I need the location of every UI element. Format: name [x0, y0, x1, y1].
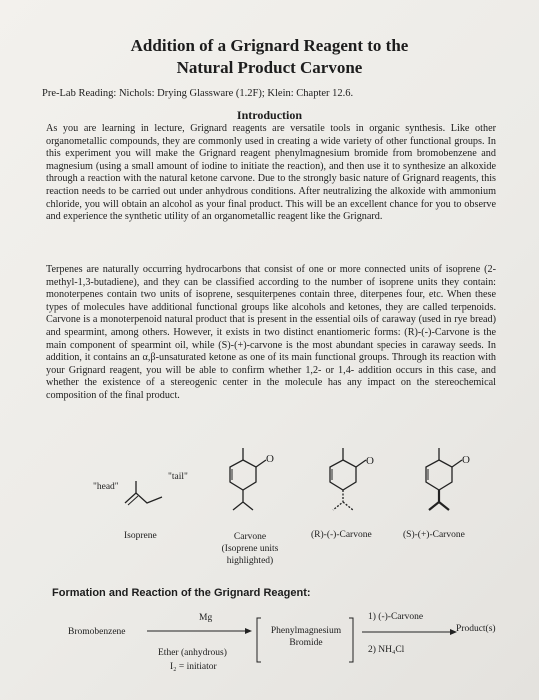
r-carvone-oxygen-label: O [366, 455, 374, 467]
intro-paragraph-2: Terpenes are naturally occurring hydrocarbons that consist of one or more connected units of isoprene (2-methyl-1,3-butadiene), and they can be classified according to the number of isoprene units they contain: monoterpenes contain two units of isoprene, sesquiterpenes contain three, diterpenes four, etc. When these types of molecules have additional functional groups like alcohols and ketones, they are called terpenoids. Carvone is a monoterpenoid natural product that is present in the essential oils of caraway (used in rye bread) and spearmint, among others. However, it exists in two distinct enantiomeric forms: (R)-(-)-Carvone is the main component of spearmint oil, while (S)-(+)-carvone is the most abundant species in caraway seeds. In addition, it contains an α,β-unsaturated ketone as one of its main functional groups. Through its reaction with your Grignard reagent, you will be able to confirm whether 1,2- or 1,4- addition occurs in this case, and whether the existence of a stereogenic center in the molecule has any impact on the stereochemical composition of the final product. [46, 264, 496, 401]
product-label: Product(s) [456, 624, 496, 634]
carvone-structure [218, 440, 278, 520]
carvone-caption-line-1: Carvone [233, 532, 267, 542]
document-title-line-1: Addition of a Grignard Reagent to the [130, 36, 409, 55]
reactant-label: Bromobenzene [68, 627, 126, 637]
carvone-caption [200, 531, 300, 567]
reagent-ether-label: Ether (anhydrous) [158, 648, 227, 658]
intermediate-label [258, 625, 354, 649]
r-carvone-structure [318, 440, 378, 520]
introduction-heading: Introduction [236, 108, 303, 122]
intermediate-line-2: Bromide [289, 638, 323, 648]
carvone-caption-line-2: (Isoprene units [221, 544, 279, 554]
reaction-arrow-1 [145, 625, 255, 637]
s-carvone-structure [414, 440, 474, 520]
intermediate-line-1: Phenylmagnesium [270, 626, 342, 636]
reagent-mg-label: Mg [199, 613, 213, 623]
r-carvone-caption: (R)-(-)-Carvone [311, 530, 372, 540]
intro-paragraph-1: As you are learning in lecture, Grignard reagents are versatile tools in organic synthesis. Like other organometallic compounds, they are commonly used in creating a wide variety of other functional groups. In this experiment you will make the Grignard reagent phenylmagnesium bromide from bromobenzene and magnesium (using a small amount of iodine to initiate the reaction), and then use it to synthesize an alkoxide through a reaction with the natural ketone carvone. Due to the strongly basic nature of Grignard reagents, this reaction needs to be carried out under anhydrous conditions. After neutralizing the alkoxide with ammonium chloride, you will obtain an alcohol as your final product. This will be an excellent chance for you to observe and experience the synthetic utility of an organometallic reagent like the Grignard. [46, 123, 496, 223]
grignard-section-heading: Formation and Reaction of the Grignard Reagent: [52, 587, 311, 599]
prelab-reading: Pre-Lab Reading: Nichols: Drying Glassware (1.2F); Klein: Chapter 12.6. [42, 88, 354, 99]
step2-label: 2) NH₄Cl [368, 645, 405, 655]
isoprene-caption: Isoprene [124, 531, 157, 541]
isoprene-structure [120, 475, 180, 510]
carvone-oxygen-label: O [266, 453, 274, 465]
s-carvone-oxygen-label: O [462, 454, 470, 466]
head-label: "head" [93, 482, 119, 492]
document-title-line-2: Natural Product Carvone [176, 58, 363, 77]
reagent-iodine-label: I₂ = initiator [170, 662, 217, 672]
tail-label: "tail" [168, 472, 188, 482]
s-carvone-caption: (S)-(+)-Carvone [403, 530, 465, 540]
carvone-caption-line-3: highlighted) [226, 556, 274, 566]
reaction-arrow-2 [360, 626, 460, 638]
step1-label: 1) (-)-Carvone [368, 612, 424, 622]
